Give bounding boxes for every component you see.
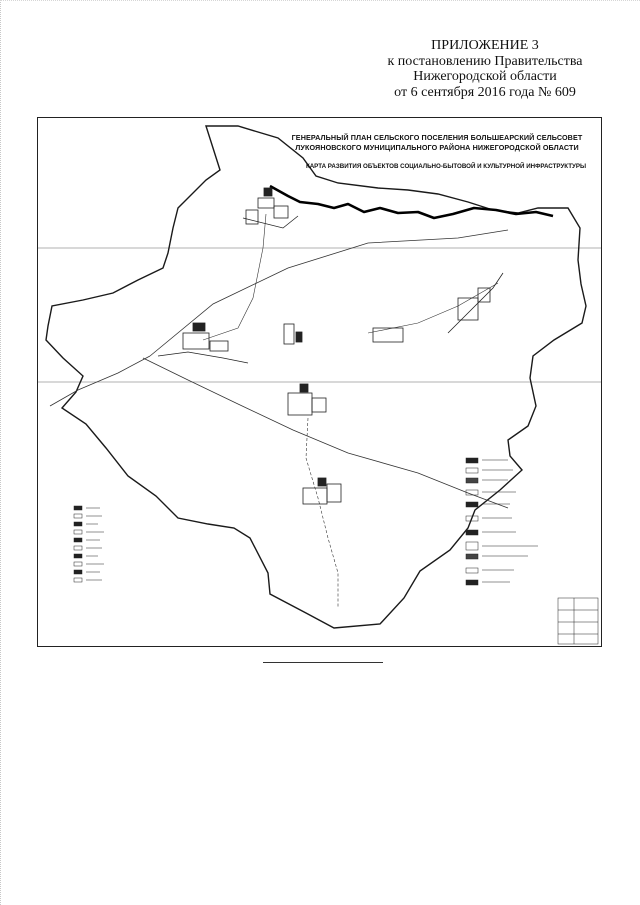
settlement-east	[373, 273, 503, 342]
appendix-number: ПРИЛОЖЕНИЕ 3	[431, 38, 539, 53]
settlement-south-center	[288, 384, 326, 415]
road-east	[368, 283, 498, 333]
legend-left	[74, 506, 104, 582]
settlement-boundary	[46, 126, 586, 628]
map-title-line1: ГЕНЕРАЛЬНЫЙ ПЛАН СЕЛЬСКОГО ПОСЕЛЕНИЯ БОЛЬШЕАРСКИЙ СЕЛЬСОВЕТ	[291, 133, 583, 142]
map-title	[281, 133, 593, 153]
appendix-header	[370, 38, 600, 100]
appendix-region-line: Нижегородской области	[413, 69, 557, 84]
appendix-resolution-line: к постановлению Правительства	[387, 53, 583, 69]
road-diagonal-east	[150, 230, 508, 356]
settlement-center	[284, 324, 302, 344]
settlement-north	[243, 188, 298, 228]
road-west	[50, 356, 150, 406]
title-block	[558, 598, 598, 644]
map-frame	[37, 117, 602, 647]
settlement-map	[38, 118, 601, 646]
appendix-date-line: от 6 сентября 2016 года № 609	[394, 84, 576, 100]
map-subtitle: КАРТА РАЗВИТИЯ ОБЪЕКТОВ СОЦИАЛЬНО-БЫТОВОЙ И КУЛЬТУРНОЙ ИНФРАСТРУКТУРЫ	[305, 163, 587, 170]
settlement-south	[303, 478, 341, 504]
map-title-line2: ЛУКОЯНОВСКОГО МУНИЦИПАЛЬНОГО РАЙОНА НИЖЕГОРОДСКОЙ ОБЛАСТИ	[295, 143, 579, 152]
road-north	[203, 214, 266, 340]
bottom-divider	[263, 662, 383, 663]
legend-right	[466, 458, 538, 585]
page-edge-left	[0, 0, 2, 905]
page-edge-top	[0, 0, 640, 2]
